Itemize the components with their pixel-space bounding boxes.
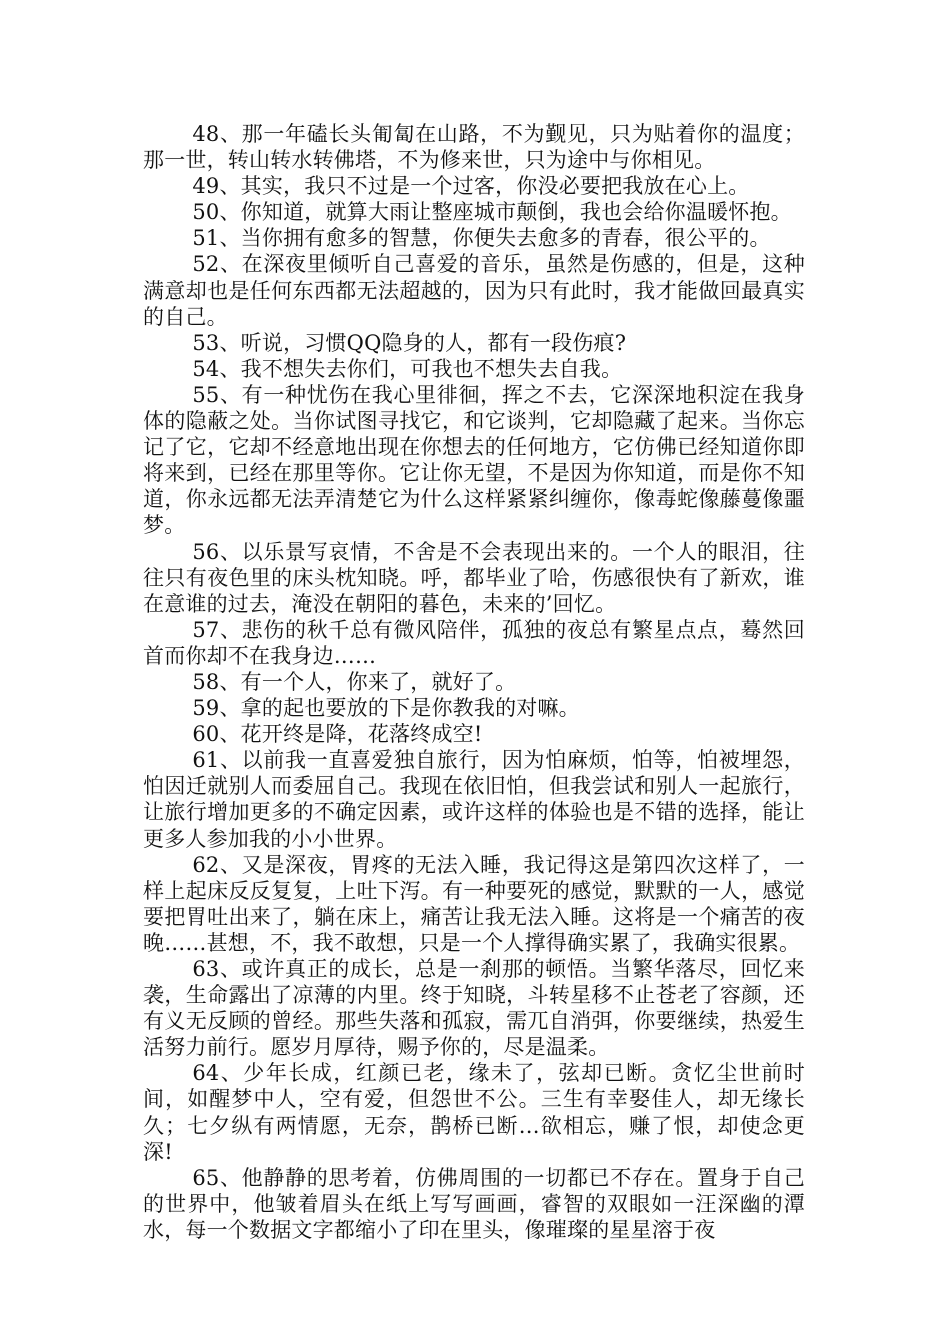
paragraph-50: 50、你知道，就算大雨让整座城市颠倒，我也会给你温暖怀抱。 bbox=[192, 200, 792, 225]
paragraph-61: 61、以前我一直喜爱独自旅行，因为怕麻烦，怕等，怕被埋怨，怕因迁就别人而委屈自己。我现在依旧怕，但我尝试和别人一起旅行，让旅行增加更多的不确定因素，或许这样的体验也是不错的选择，能让更多人参加我的小小世界。 bbox=[143, 748, 805, 851]
paragraph-56: 56、以乐景写哀情，不舍是不会表现出来的。一个人的眼泪，往往只有夜色里的床头枕知晓。呼，都毕业了哈，伤感很快有了新欢，谁在意谁的过去，淹没在朝阳的暮色，未来的’回忆。 bbox=[143, 539, 805, 616]
paragraph-63: 63、或许真正的成长，总是一刹那的顿悟。当繁华落尽，回忆来袭，生命露出了凉薄的内里。终于知晓，斗转星移不止苍老了容颜，还有义无反顾的曾经。那些失落和孤寂，需兀自消弭，你要继续，热爱生活努力前行。愿岁月厚待，赐予你的，尽是温柔。 bbox=[143, 957, 805, 1060]
paragraph-51: 51、当你拥有愈多的智慧，你便失去愈多的青春，很公平的。 bbox=[192, 226, 771, 251]
paragraph-58: 58、有一个人，你来了，就好了。 bbox=[192, 669, 517, 694]
paragraph-65: 65、他静静的思考着，仿佛周围的一切都已不存在。置身于自己的世界中，他皱着眉头在纸上写写画画，睿智的双眼如一汪深幽的潭水，每一个数据文字都缩小了印在里头，像璀璨的星星溶于夜 bbox=[143, 1165, 805, 1242]
paragraph-54: 54、我不想失去你们，可我也不想失去自我。 bbox=[192, 356, 623, 381]
paragraph-52: 52、在深夜里倾听自己喜爱的音乐，虽然是伤感的，但是，这种满意却也是任何东西都无法超越的，因为只有此时，我才能做回最真实的自己。 bbox=[143, 252, 805, 329]
document-body bbox=[143, 121, 805, 1243]
paragraph-48: 48、那一年磕长头匍匐在山路，不为觐见，只为贴着你的温度；那一世，转山转水转佛塔，不为修来世，只为途中与你相见。 bbox=[143, 122, 805, 173]
paragraph-55: 55、有一种忧伤在我心里徘徊，挥之不去，它深深地积淀在我身体的隐蔽之处。当你试图寻找它，和它谈判，它却隐藏了起来。当你忘记了它，它却不经意地出现在你想去的任何地方，它仿佛已经知道你即将来到，已经在那里等你。它让你无望，不是因为你知道，而是你不知道，你永远都无法弄清楚它为什么这样紧紧纠缠你，像毒蛇像藤蔓像噩梦。 bbox=[143, 382, 805, 538]
paragraph-62: 62、又是深夜，胃疼的无法入睡，我记得这是第四次这样了，一样上起床反反复复，上吐下泻。有一种要死的感觉，默默的一人，感觉要把胃吐出来了，躺在床上，痛苦让我无法入睡。这将是一个痛苦的夜晚……甚想，不，我不敢想，只是一个人撑得确实累了，我确实很累。 bbox=[143, 852, 805, 955]
paragraph-60: 60、花开终是降，花落终成空! bbox=[192, 722, 483, 747]
paragraph-49: 49、其实，我只不过是一个过客，你没必要把我放在心上。 bbox=[192, 174, 750, 199]
paragraph-59: 59、拿的起也要放的下是你教我的对嘛。 bbox=[192, 696, 580, 721]
paragraph-57: 57、悲伤的秋千总有微风陪伴，孤独的夜总有繁星点点，蓦然回首而你却不在我身边…… bbox=[143, 617, 805, 668]
paragraph-64: 64、少年长成，红颜已老，缘未了，弦却已断。贪忆尘世前时间，如醒梦中人，空有爱，但怨世不公。三生有幸娶佳人，却无缘长久；七夕纵有两情愿，无奈，鹊桥已断…欲相忘，赚了恨，却使念更深! bbox=[143, 1061, 805, 1164]
paragraph-53: 53、听说，习惯QQ隐身的人，都有一段伤痕? bbox=[192, 330, 627, 355]
